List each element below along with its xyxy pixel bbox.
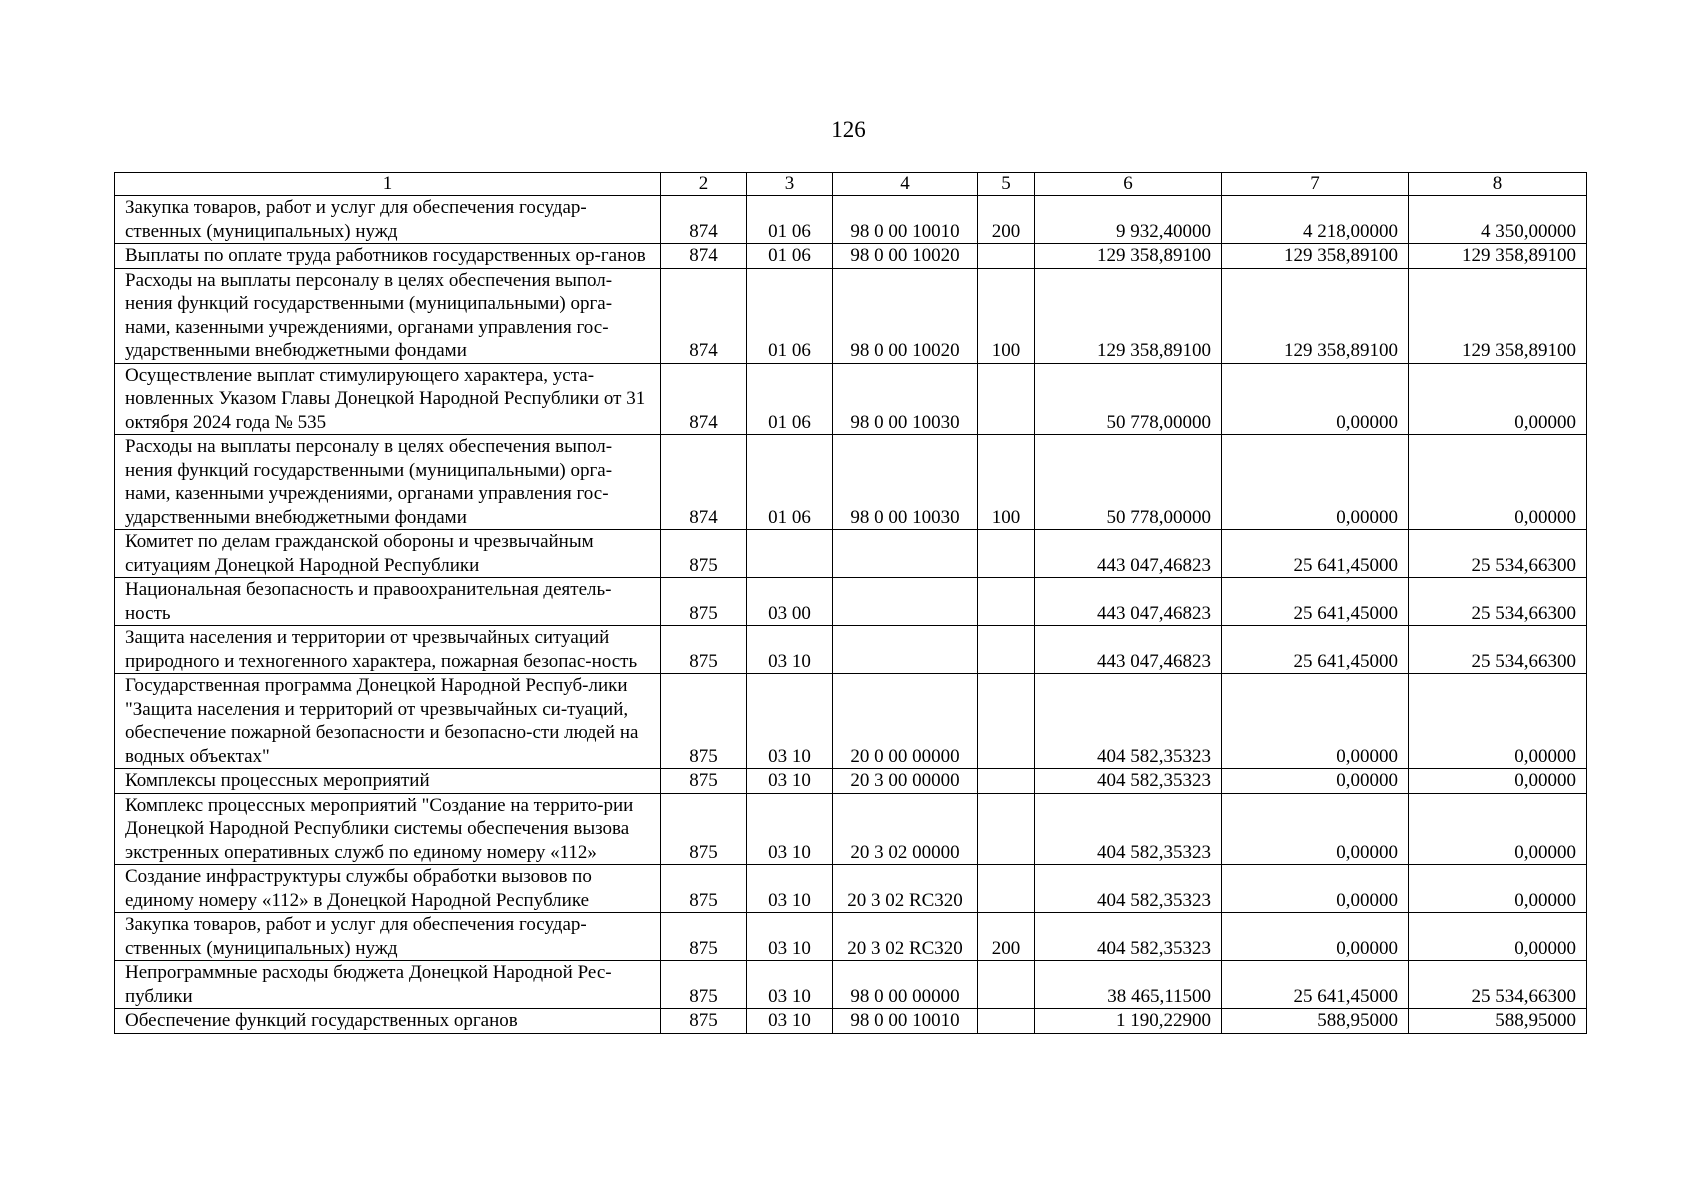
row-amount-2: 129 358,89100 — [1222, 268, 1409, 363]
table-row — [115, 626, 1587, 674]
row-admin-code: 875 — [661, 1009, 747, 1034]
row-admin-code: 875 — [661, 578, 747, 626]
row-section-code: 03 10 — [747, 1009, 833, 1034]
row-name: Создание инфраструктуры службы обработки вызовов по единому номеру «112» в Донецкой Народной Республике — [115, 865, 661, 913]
header-cell: 1 — [115, 173, 661, 196]
row-amount-2: 0,00000 — [1222, 793, 1409, 865]
row-amount-3: 25 534,66300 — [1409, 961, 1587, 1009]
row-expense-type — [978, 244, 1035, 269]
row-section-code: 01 06 — [747, 196, 833, 244]
row-target-code: 98 0 00 10010 — [833, 196, 978, 244]
row-name: Государственная программа Донецкой Народной Респуб-лики "Защита населения и территорий от чрезвычайных си-туаций, обеспечение пожарной безопасности и безопасно-сти людей на водных объектах" — [115, 674, 661, 769]
row-section-code: 01 06 — [747, 268, 833, 363]
row-section-code: 03 10 — [747, 865, 833, 913]
row-admin-code: 874 — [661, 196, 747, 244]
row-amount-3: 129 358,89100 — [1409, 244, 1587, 269]
row-admin-code: 874 — [661, 435, 747, 530]
row-amount-2: 0,00000 — [1222, 674, 1409, 769]
row-target-code: 98 0 00 10020 — [833, 244, 978, 269]
header-row — [115, 173, 1587, 196]
row-amount-3: 0,00000 — [1409, 913, 1587, 961]
row-amount-2: 0,00000 — [1222, 363, 1409, 435]
row-amount-3: 0,00000 — [1409, 674, 1587, 769]
row-amount-2: 25 641,45000 — [1222, 578, 1409, 626]
table-row — [115, 865, 1587, 913]
row-target-code — [833, 530, 978, 578]
row-section-code — [747, 530, 833, 578]
row-target-code: 20 3 02 00000 — [833, 793, 978, 865]
table-row — [115, 1009, 1587, 1034]
row-name: Осуществление выплат стимулирующего характера, уста-новленных Указом Главы Донецкой Народной Республики от 31 октября 2024 года № 535 — [115, 363, 661, 435]
row-expense-type — [978, 961, 1035, 1009]
row-target-code: 20 0 00 00000 — [833, 674, 978, 769]
row-section-code: 03 10 — [747, 913, 833, 961]
row-expense-type — [978, 865, 1035, 913]
budget-table — [114, 172, 1587, 1034]
table-body — [115, 196, 1587, 1034]
row-expense-type: 200 — [978, 913, 1035, 961]
row-amount-2: 588,95000 — [1222, 1009, 1409, 1034]
row-target-code — [833, 626, 978, 674]
row-expense-type — [978, 769, 1035, 794]
row-amount-1: 50 778,00000 — [1035, 363, 1222, 435]
row-target-code: 98 0 00 00000 — [833, 961, 978, 1009]
row-admin-code: 874 — [661, 268, 747, 363]
row-expense-type — [978, 626, 1035, 674]
row-target-code — [833, 578, 978, 626]
row-amount-1: 50 778,00000 — [1035, 435, 1222, 530]
row-amount-1: 404 582,35323 — [1035, 793, 1222, 865]
row-expense-type — [978, 530, 1035, 578]
row-amount-1: 129 358,89100 — [1035, 244, 1222, 269]
row-amount-3: 4 350,00000 — [1409, 196, 1587, 244]
row-name: Закупка товаров, работ и услуг для обеспечения государ-ственных (муниципальных) нужд — [115, 196, 661, 244]
row-amount-1: 404 582,35323 — [1035, 865, 1222, 913]
row-admin-code: 875 — [661, 865, 747, 913]
row-amount-3: 129 358,89100 — [1409, 268, 1587, 363]
row-amount-2: 25 641,45000 — [1222, 626, 1409, 674]
header-cell: 2 — [661, 173, 747, 196]
row-name: Национальная безопасность и правоохранительная деятель-ность — [115, 578, 661, 626]
row-name: Расходы на выплаты персоналу в целях обеспечения выпол-нения функций государственными (муниципальными) орга-нами, казенными учреждениями, органами управления гос-ударственными внебюджетными фондами — [115, 435, 661, 530]
row-amount-2: 0,00000 — [1222, 769, 1409, 794]
table-row — [115, 244, 1587, 269]
row-name: Обеспечение функций государственных органов — [115, 1009, 661, 1034]
row-amount-1: 9 932,40000 — [1035, 196, 1222, 244]
row-amount-2: 0,00000 — [1222, 865, 1409, 913]
row-admin-code: 874 — [661, 363, 747, 435]
row-expense-type — [978, 793, 1035, 865]
table-row — [115, 674, 1587, 769]
row-admin-code: 875 — [661, 961, 747, 1009]
row-admin-code: 875 — [661, 793, 747, 865]
row-target-code: 98 0 00 10030 — [833, 363, 978, 435]
row-name: Комитет по делам гражданской обороны и чрезвычайным ситуациям Донецкой Народной Республики — [115, 530, 661, 578]
row-amount-3: 0,00000 — [1409, 435, 1587, 530]
row-amount-3: 0,00000 — [1409, 865, 1587, 913]
row-target-code: 20 3 00 00000 — [833, 769, 978, 794]
table-row — [115, 793, 1587, 865]
table-row — [115, 530, 1587, 578]
row-admin-code: 875 — [661, 913, 747, 961]
row-section-code: 01 06 — [747, 435, 833, 530]
row-expense-type — [978, 674, 1035, 769]
row-admin-code: 875 — [661, 626, 747, 674]
row-amount-1: 404 582,35323 — [1035, 913, 1222, 961]
row-name: Выплаты по оплате труда работников государственных ор-ганов — [115, 244, 661, 269]
row-amount-1: 443 047,46823 — [1035, 530, 1222, 578]
table-row — [115, 268, 1587, 363]
row-amount-3: 25 534,66300 — [1409, 530, 1587, 578]
row-name: Расходы на выплаты персоналу в целях обеспечения выпол-нения функций государственными (муниципальными) орга-нами, казенными учреждениями, органами управления гос-ударственными внебюджетными фондами — [115, 268, 661, 363]
row-expense-type — [978, 363, 1035, 435]
row-amount-3: 0,00000 — [1409, 363, 1587, 435]
row-amount-2: 4 218,00000 — [1222, 196, 1409, 244]
header-cell: 5 — [978, 173, 1035, 196]
row-amount-1: 1 190,22900 — [1035, 1009, 1222, 1034]
row-name: Комплекс процессных мероприятий "Создание на террито-рии Донецкой Народной Республики системы обеспечения вызова экстренных оперативных служб по единому номеру «112» — [115, 793, 661, 865]
row-target-code: 20 3 02 RC320 — [833, 865, 978, 913]
table-row — [115, 196, 1587, 244]
row-section-code: 03 10 — [747, 793, 833, 865]
row-amount-3: 25 534,66300 — [1409, 578, 1587, 626]
row-amount-1: 443 047,46823 — [1035, 578, 1222, 626]
row-amount-1: 404 582,35323 — [1035, 674, 1222, 769]
row-target-code: 98 0 00 10010 — [833, 1009, 978, 1034]
row-amount-3: 0,00000 — [1409, 769, 1587, 794]
row-name: Непрограммные расходы бюджета Донецкой Народной Рес-публики — [115, 961, 661, 1009]
row-section-code: 01 06 — [747, 244, 833, 269]
row-name: Закупка товаров, работ и услуг для обеспечения государ-ственных (муниципальных) нужд — [115, 913, 661, 961]
row-name: Комплексы процессных мероприятий — [115, 769, 661, 794]
row-expense-type: 100 — [978, 435, 1035, 530]
row-amount-2: 25 641,45000 — [1222, 530, 1409, 578]
row-target-code: 20 3 02 RC320 — [833, 913, 978, 961]
table-row — [115, 435, 1587, 530]
row-amount-1: 443 047,46823 — [1035, 626, 1222, 674]
row-admin-code: 875 — [661, 769, 747, 794]
row-section-code: 03 10 — [747, 674, 833, 769]
table-row — [115, 363, 1587, 435]
table-row — [115, 578, 1587, 626]
row-target-code: 98 0 00 10020 — [833, 268, 978, 363]
row-expense-type — [978, 578, 1035, 626]
row-admin-code: 875 — [661, 674, 747, 769]
row-section-code: 01 06 — [747, 363, 833, 435]
row-admin-code: 875 — [661, 530, 747, 578]
row-amount-2: 0,00000 — [1222, 435, 1409, 530]
row-expense-type: 200 — [978, 196, 1035, 244]
header-cell: 8 — [1409, 173, 1587, 196]
header-cell: 3 — [747, 173, 833, 196]
row-amount-3: 0,00000 — [1409, 793, 1587, 865]
header-cell: 6 — [1035, 173, 1222, 196]
row-amount-1: 129 358,89100 — [1035, 268, 1222, 363]
row-section-code: 03 10 — [747, 961, 833, 1009]
row-section-code: 03 10 — [747, 626, 833, 674]
header-cell: 4 — [833, 173, 978, 196]
row-section-code: 03 00 — [747, 578, 833, 626]
row-amount-2: 129 358,89100 — [1222, 244, 1409, 269]
row-admin-code: 874 — [661, 244, 747, 269]
row-expense-type: 100 — [978, 268, 1035, 363]
table-row — [115, 961, 1587, 1009]
row-name: Защита населения и территории от чрезвычайных ситуаций природного и техногенного характера, пожарная безопас-ность — [115, 626, 661, 674]
row-target-code: 98 0 00 10030 — [833, 435, 978, 530]
page-number: 126 — [831, 117, 866, 142]
row-amount-2: 0,00000 — [1222, 913, 1409, 961]
row-amount-2: 25 641,45000 — [1222, 961, 1409, 1009]
header-cell: 7 — [1222, 173, 1409, 196]
row-expense-type — [978, 1009, 1035, 1034]
table-row — [115, 913, 1587, 961]
row-amount-1: 404 582,35323 — [1035, 769, 1222, 794]
table-row — [115, 769, 1587, 794]
row-amount-3: 588,95000 — [1409, 1009, 1587, 1034]
row-amount-1: 38 465,11500 — [1035, 961, 1222, 1009]
row-section-code: 03 10 — [747, 769, 833, 794]
row-amount-3: 25 534,66300 — [1409, 626, 1587, 674]
